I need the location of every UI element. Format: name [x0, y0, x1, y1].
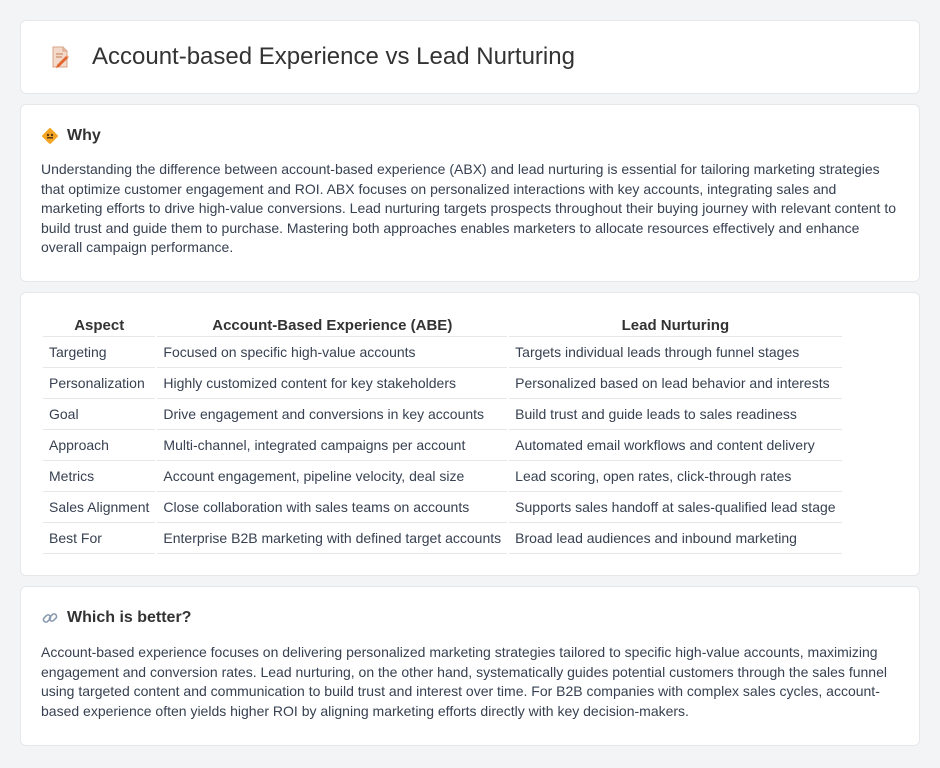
cell-lead: Supports sales handoff at sales-qualified lead stage — [509, 492, 841, 523]
better-title: Which is better? — [67, 609, 192, 626]
cell-aspect: Approach — [43, 430, 155, 461]
header-aspect: Aspect — [43, 311, 155, 337]
cell-abe: Close collaboration with sales teams on accounts — [157, 492, 507, 523]
better-header — [41, 609, 899, 627]
why-header — [41, 127, 899, 145]
which-better-section — [20, 586, 920, 746]
header-abe: Account-Based Experience (ABE) — [157, 311, 507, 337]
cell-lead: Targets individual leads through funnel stages — [509, 337, 841, 368]
table-row — [43, 523, 842, 554]
why-title: Why — [67, 127, 101, 144]
cell-abe: Focused on specific high-value accounts — [157, 337, 507, 368]
why-section — [20, 104, 920, 282]
cell-lead: Broad lead audiences and inbound marketing — [509, 523, 841, 554]
document-pencil-icon — [48, 45, 72, 69]
cell-aspect: Best For — [43, 523, 155, 554]
why-text: Understanding the difference between account-based experience (ABX) and lead nurturing is essential for tailoring marketing strategies that optimize customer engagement and ROI. ABX focuses on personalized interactions with key accounts, integrating sales and marketing efforts to drive high-value conversions. Lead nurturing targets prospects throughout their buying journey with relevant content to build trust and guide them to purchase. Mastering both approaches enables marketers to allocate resources effectively and enhance overall campaign performance. — [41, 161, 897, 256]
cell-aspect: Sales Alignment — [43, 492, 155, 523]
cell-lead: Lead scoring, open rates, click-through rates — [509, 461, 841, 492]
cell-aspect: Personalization — [43, 368, 155, 399]
title-card — [20, 20, 920, 94]
link-icon — [41, 609, 59, 627]
cell-abe: Drive engagement and conversions in key accounts — [157, 399, 507, 430]
cell-lead: Automated email workflows and content delivery — [509, 430, 841, 461]
cell-aspect: Goal — [43, 399, 155, 430]
cell-aspect: Metrics — [43, 461, 155, 492]
table-row — [43, 492, 842, 523]
comparison-section — [20, 292, 920, 576]
cell-abe: Account engagement, pipeline velocity, deal size — [157, 461, 507, 492]
cell-lead: Build trust and guide leads to sales readiness — [509, 399, 841, 430]
header-lead-nurturing: Lead Nurturing — [509, 311, 841, 337]
cell-lead: Personalized based on lead behavior and interests — [509, 368, 841, 399]
table-row — [43, 399, 842, 430]
diamond-sign-icon — [41, 127, 59, 145]
cell-abe: Multi-channel, integrated campaigns per account — [157, 430, 507, 461]
cell-aspect: Targeting — [43, 337, 155, 368]
table-row — [43, 337, 842, 368]
cell-abe: Highly customized content for key stakeholders — [157, 368, 507, 399]
table-row — [43, 430, 842, 461]
table-row — [43, 461, 842, 492]
page-title: Account-based Experience vs Lead Nurturing — [92, 43, 575, 70]
table-header-row — [43, 311, 842, 337]
better-text: Account-based experience focuses on delivering personalized marketing strategies tailored to specific high-value accounts, maximizing engagement and conversion rates. Lead nurturing, on the other hand, systematically guides potential customers through the sales funnel using targeted content and communication to build trust and interest over time. For B2B companies with complex sales cycles, account-based experience often yields higher ROI by aligning marketing efforts directly with key decision-makers. — [41, 644, 887, 719]
comparison-table — [41, 311, 844, 554]
table-row — [43, 368, 842, 399]
cell-abe: Enterprise B2B marketing with defined target accounts — [157, 523, 507, 554]
